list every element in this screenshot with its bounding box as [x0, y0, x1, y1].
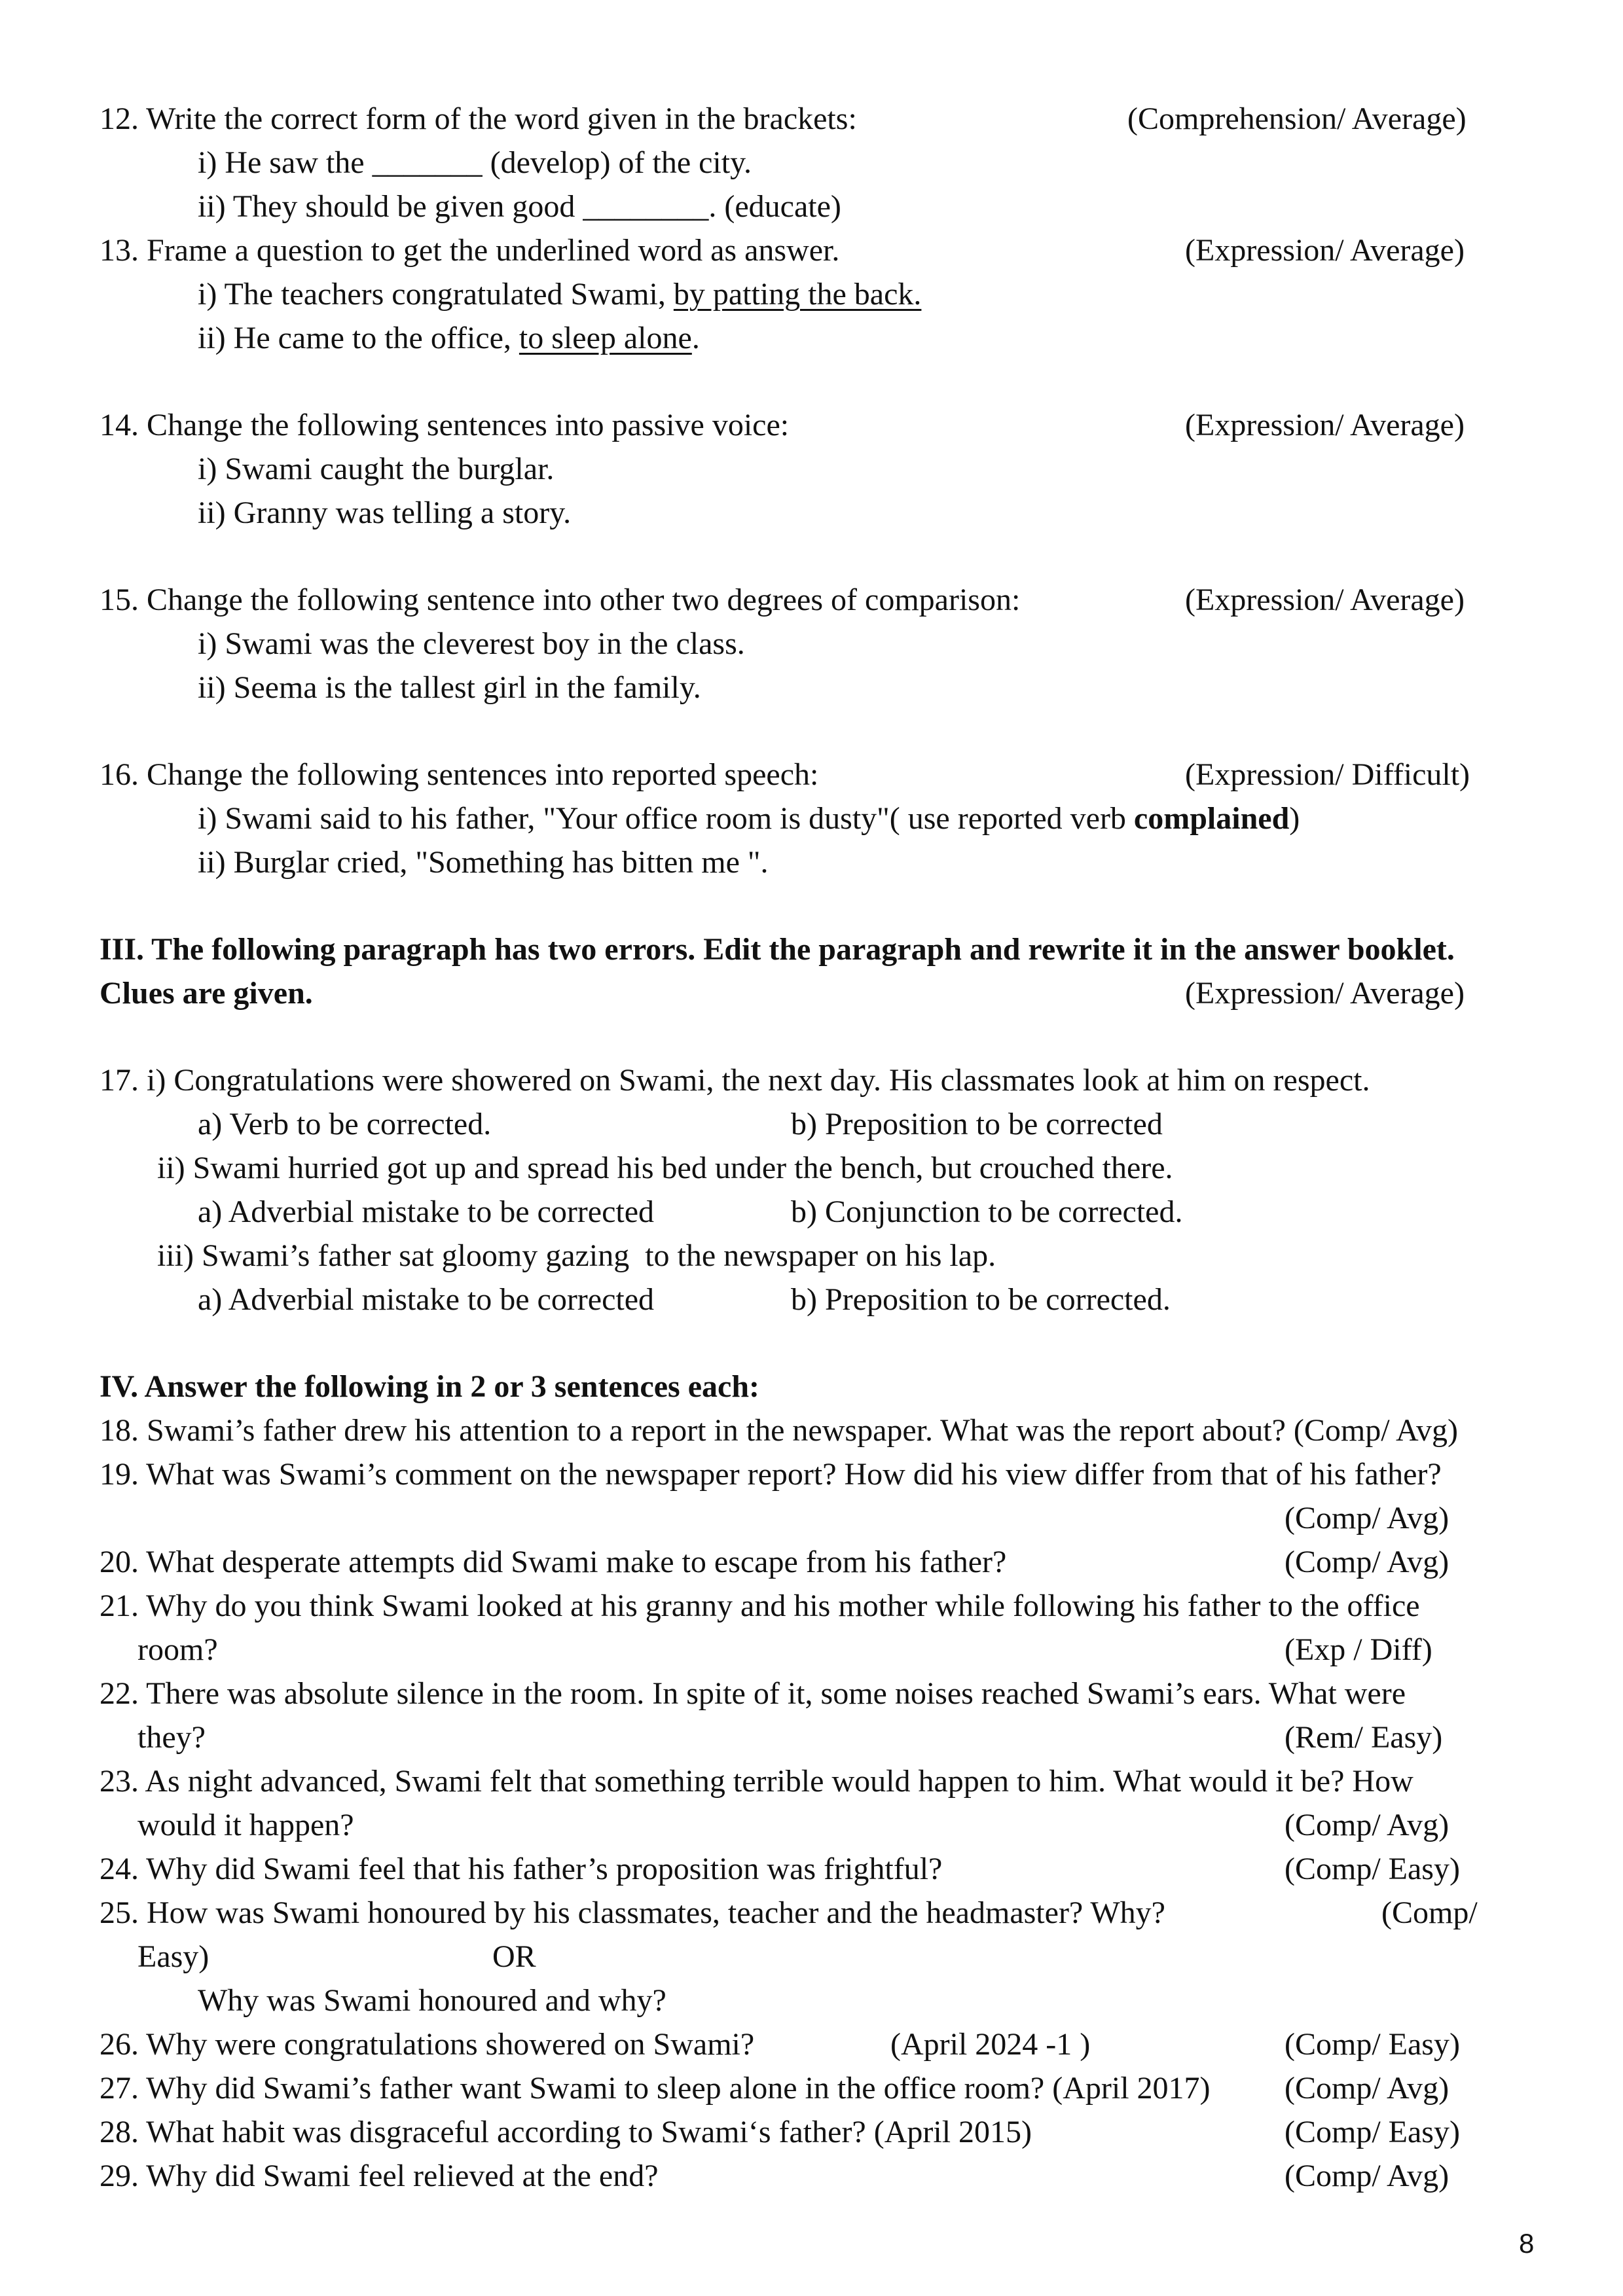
- q14-tag: (Expression/ Average): [1185, 408, 1465, 442]
- q27: 27. Why did Swami’s father want Swami to sleep alone in the office room? (April 2017): [100, 2071, 1211, 2106]
- q21: 21. Why do you think Swami looked at his granny and his mother while following his father to the office: [100, 1588, 1420, 1623]
- section3-heading: III. The following paragraph has two errors. Edit the paragraph and rewrite it in the answer booklet.: [100, 932, 1455, 967]
- q13-ii: ii) He came to the office, to sleep alone.: [198, 321, 700, 355]
- q19-tag: (Comp/ Avg): [1285, 1501, 1450, 1535]
- q17-ii: ii) Swami hurried got up and spread his bed under the bench, but crouched there.: [157, 1151, 1173, 1185]
- q25: 25. How was Swami honoured by his classmates, teacher and the headmaster? Why?: [100, 1895, 1165, 1930]
- q14-i: i) Swami caught the burglar.: [198, 452, 555, 486]
- q12-tag: (Comprehension/ Average): [1127, 101, 1467, 136]
- q29-tag: (Comp/ Avg): [1285, 2159, 1450, 2193]
- q12-stem: 12. Write the correct form of the word given in the brackets:: [100, 101, 857, 136]
- q16-i: i) Swami said to his father, "Your office room is dusty"( use reported verb complained): [198, 801, 1300, 836]
- q18: 18. Swami’s father drew his attention to a report in the newspaper. What was the report about? (Comp/ Avg): [100, 1413, 1459, 1448]
- q24-tag: (Comp/ Easy): [1285, 1852, 1460, 1886]
- q22: 22. There was absolute silence in the room. In spite of it, some noises reached Swami’s ears. What were: [100, 1676, 1406, 1711]
- q21-cont: room?: [137, 1632, 218, 1667]
- q26-tag: (Comp/ Easy): [1285, 2027, 1460, 2062]
- q20: 20. What desperate attempts did Swami make to escape from his father?: [100, 1545, 1007, 1579]
- q14-stem: 14. Change the following sentences into passive voice:: [100, 408, 790, 442]
- q16-ii: ii) Burglar cried, "Something has bitten me ".: [198, 845, 769, 880]
- q21-tag: (Exp / Diff): [1285, 1632, 1432, 1667]
- q26-year: (April 2024 -1 ): [890, 2027, 1091, 2062]
- q22-tag: (Rem/ Easy): [1285, 1720, 1443, 1755]
- q25-alt: Why was Swami honoured and why?: [198, 1983, 666, 2018]
- q17-iii-clue-b: b) Preposition to be corrected.: [791, 1282, 1171, 1317]
- q22-cont: they?: [137, 1720, 206, 1755]
- q28-tag: (Comp/ Easy): [1285, 2115, 1460, 2149]
- q24: 24. Why did Swami feel that his father’s proposition was frightful?: [100, 1852, 943, 1886]
- q25-or: OR: [492, 1939, 536, 1974]
- q13-stem: 13. Frame a question to get the underlined word as answer.: [100, 233, 840, 268]
- q12-ii: ii) They should be given good ________. (educate): [198, 189, 841, 224]
- q28: 28. What habit was disgraceful according to Swami‘s father? (April 2015): [100, 2115, 1032, 2149]
- q26: 26. Why were congratulations showered on Swami?: [100, 2027, 755, 2062]
- section3-heading-cont: Clues are given.: [100, 976, 313, 1011]
- q17-ii-clue-a: a) Adverbial mistake to be corrected: [198, 1194, 655, 1229]
- q17-iii: iii) Swami’s father sat gloomy gazing to the newspaper on his lap.: [157, 1238, 996, 1273]
- q13-tag: (Expression/ Average): [1185, 233, 1465, 268]
- q12-i: i) He saw the _______ (develop) of the city.: [198, 145, 752, 180]
- q23: 23. As night advanced, Swami felt that something terrible would happen to him. What would it be? How: [100, 1764, 1413, 1799]
- q16-stem: 16. Change the following sentences into reported speech:: [100, 757, 819, 792]
- q20-tag: (Comp/ Avg): [1285, 1545, 1450, 1579]
- q16-tag: (Expression/ Difficult): [1185, 757, 1470, 792]
- q17-ii-clue-b: b) Conjunction to be corrected.: [791, 1194, 1183, 1229]
- q15-ii: ii) Seema is the tallest girl in the family.: [198, 670, 701, 705]
- q15-tag: (Expression/ Average): [1185, 583, 1465, 617]
- q17-i-clue-a: a) Verb to be corrected.: [198, 1107, 492, 1141]
- q29: 29. Why did Swami feel relieved at the end?: [100, 2159, 659, 2193]
- q25-tag-cont: Easy): [137, 1939, 210, 1974]
- q15-stem: 15. Change the following sentence into other two degrees of comparison:: [100, 583, 1021, 617]
- q19: 19. What was Swami’s comment on the newspaper report? How did his view differ from that of his father?: [100, 1457, 1442, 1492]
- section4-heading: IV. Answer the following in 2 or 3 sentences each:: [100, 1369, 759, 1404]
- q13-i: i) The teachers congratulated Swami, by patting the back.: [198, 277, 922, 312]
- q23-tag: (Comp/ Avg): [1285, 1808, 1450, 1842]
- section3-tag: (Expression/ Average): [1185, 976, 1465, 1011]
- q23-cont: would it happen?: [137, 1808, 354, 1842]
- q14-ii: ii) Granny was telling a story.: [198, 495, 572, 530]
- q17-i: 17. i) Congratulations were showered on Swami, the next day. His classmates look at him on respect.: [100, 1063, 1370, 1098]
- q17-i-clue-b: b) Preposition to be corrected: [791, 1107, 1163, 1141]
- q25-tag: (Comp/: [1381, 1895, 1478, 1930]
- q15-i: i) Swami was the cleverest boy in the class.: [198, 626, 745, 661]
- q27-tag: (Comp/ Avg): [1285, 2071, 1450, 2106]
- page-number: 8: [1519, 2228, 1535, 2259]
- q17-iii-clue-a: a) Adverbial mistake to be corrected: [198, 1282, 655, 1317]
